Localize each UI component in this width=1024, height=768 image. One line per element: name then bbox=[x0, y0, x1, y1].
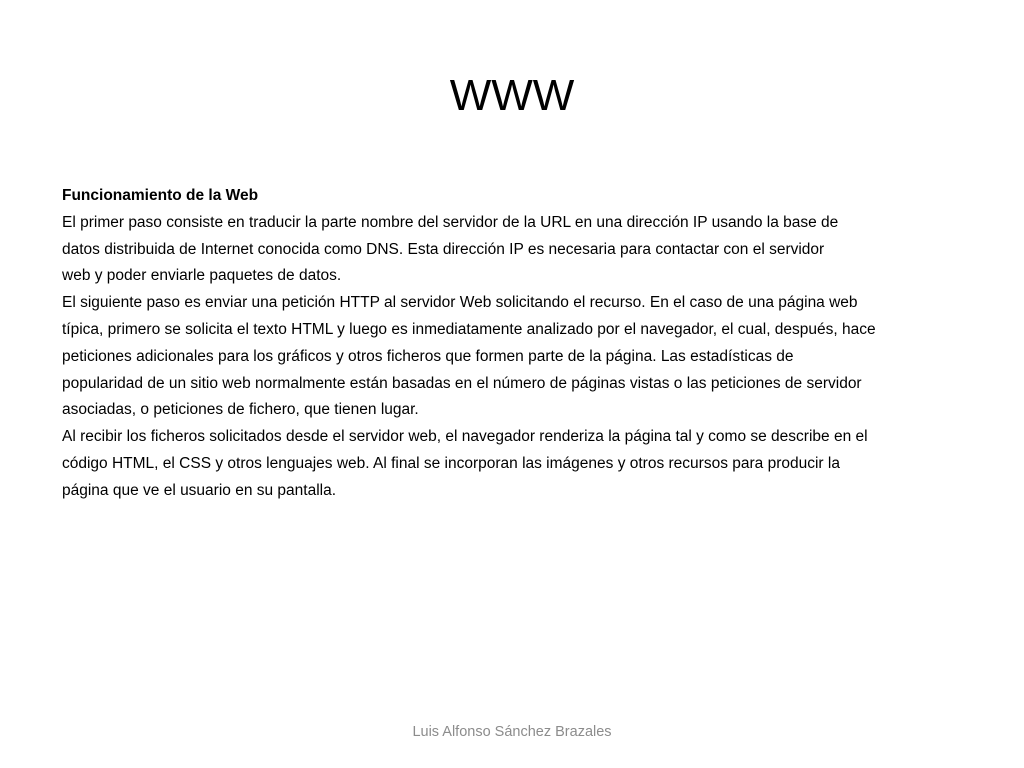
body-line: peticiones adicionales para los gráficos y otros ficheros que formen parte de la página. Las estadísticas de bbox=[62, 347, 794, 365]
body-line: asociadas, o peticiones de fichero, que tienen lugar. bbox=[62, 401, 419, 419]
slide-footer-author: Luis Alfonso Sánchez Brazales bbox=[412, 724, 612, 740]
body-line: web y poder enviarle paquetes de datos. bbox=[62, 267, 342, 285]
section-heading: Funcionamiento de la Web bbox=[62, 187, 259, 204]
body-line: popularidad de un sitio web normalmente están basadas en el número de páginas vistas o las peticiones de servidor bbox=[62, 374, 862, 392]
body-line: datos distribuida de Internet conocida como DNS. Esta dirección IP es necesaria para contactar con el servidor bbox=[62, 240, 825, 258]
body-line: Al recibir los ficheros solicitados desde el servidor web, el navegador renderiza la página tal y como se describe en el bbox=[62, 428, 868, 446]
body-line: código HTML, el CSS y otros lenguajes web. Al final se incorporan las imágenes y otros recursos para producir la bbox=[62, 454, 840, 472]
body-line: El primer paso consiste en traducir la parte nombre del servidor de la URL en una dirección IP usando la base de bbox=[62, 213, 839, 231]
body-line: página que ve el usuario en su pantalla. bbox=[62, 481, 337, 499]
body-line: El siguiente paso es enviar una petición HTTP al servidor Web solicitando el recurso. En el caso de una página web bbox=[62, 294, 858, 312]
body-line: típica, primero se solicita el texto HTML y luego es inmediatamente analizado por el navegador, el cual, después, hace bbox=[62, 320, 876, 338]
slide-title: WWW bbox=[449, 71, 575, 120]
slide-body bbox=[62, 183, 962, 505]
